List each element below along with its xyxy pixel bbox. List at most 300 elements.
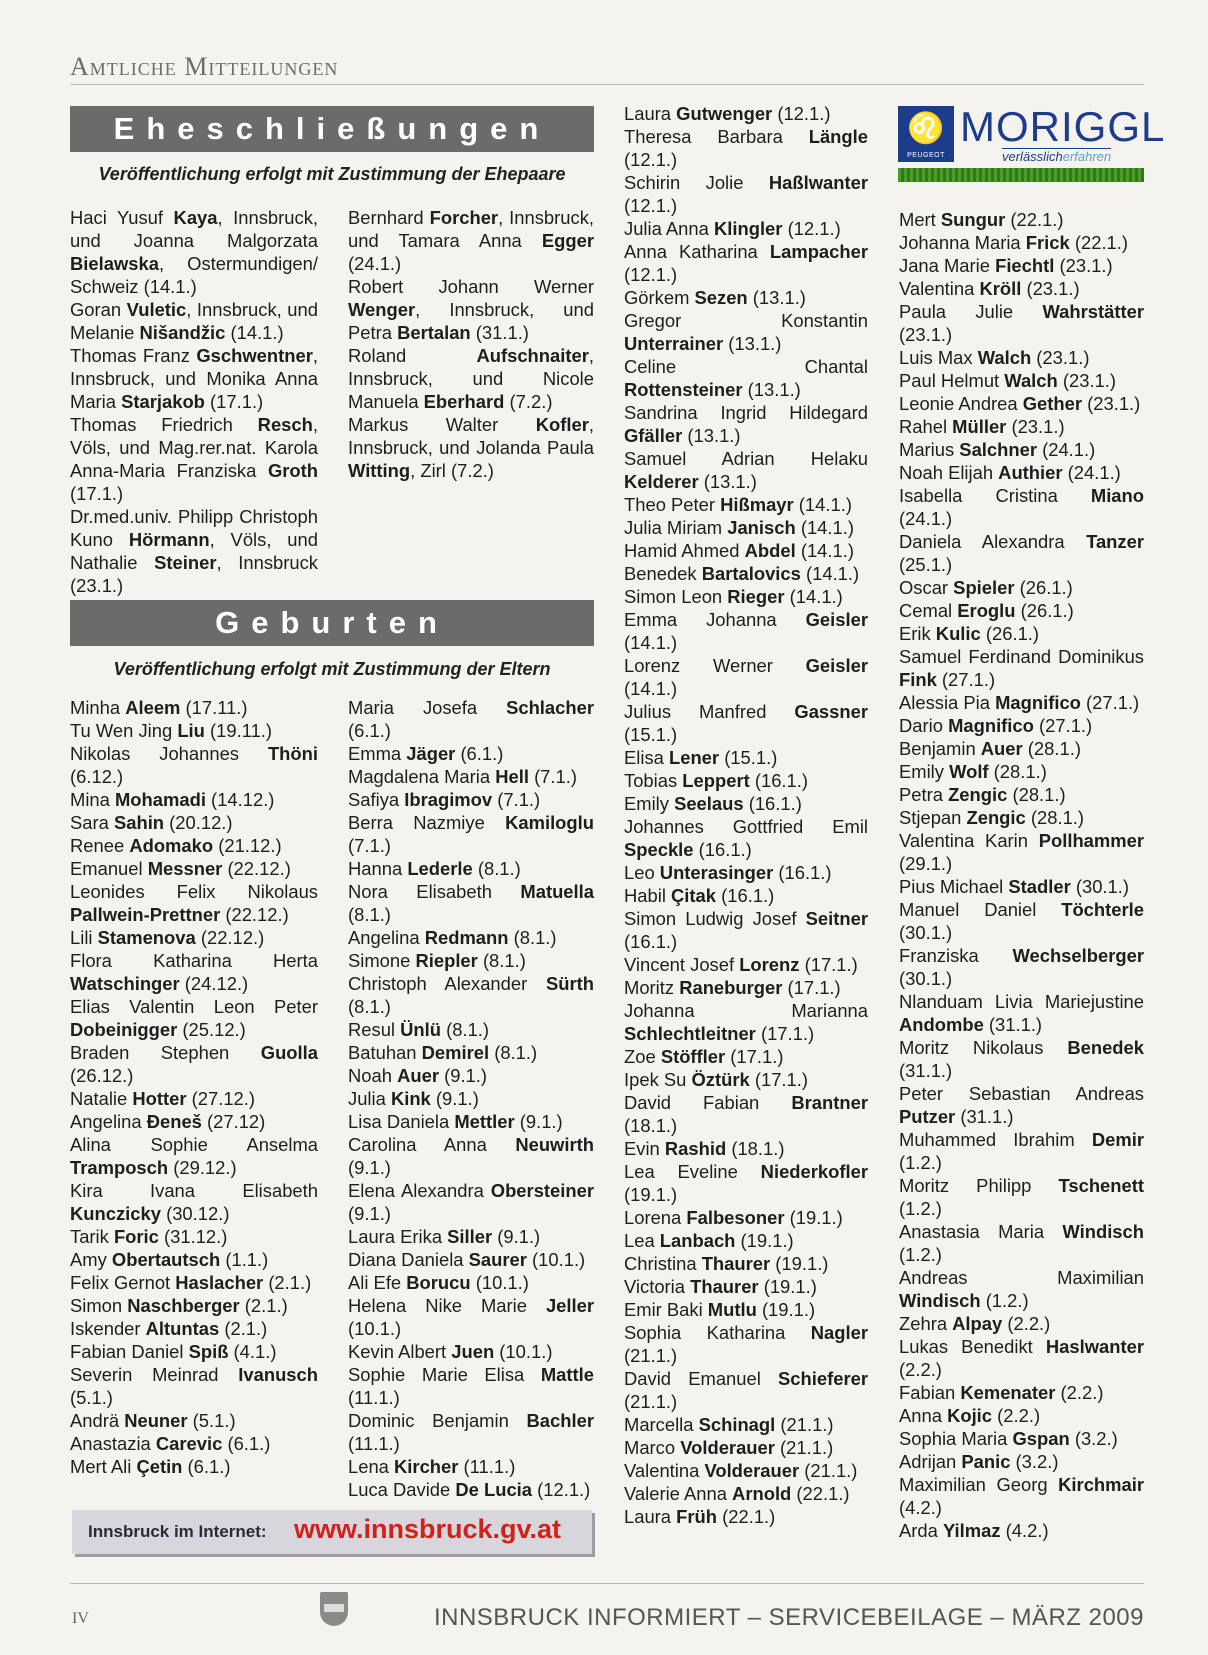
- list-item: [624, 1321, 868, 1367]
- name-text: (2.2.): [1055, 1382, 1104, 1403]
- list-item: [348, 1018, 594, 1041]
- name-text: Kira Ivana Elisabeth: [70, 1180, 318, 1201]
- list-item: [624, 1505, 868, 1528]
- name-text: (19.11.): [204, 720, 273, 741]
- name-text: (23.1.): [1031, 347, 1090, 368]
- name-text: Thomas Franz: [70, 345, 197, 366]
- name-text: Sophie Marie Elisa: [348, 1364, 541, 1385]
- name-text: Leo: [624, 862, 660, 883]
- name-text: (14.1.): [795, 540, 854, 561]
- surname: Raneburger: [679, 977, 783, 998]
- surname: Ünlü: [400, 1019, 441, 1040]
- list-item: [899, 1404, 1144, 1427]
- surname: Lener: [668, 747, 720, 768]
- name-text: Gregor Konstantin: [624, 310, 868, 331]
- surname: Sezen: [694, 287, 748, 308]
- list-item: [70, 298, 318, 344]
- surname: Lampacher: [769, 241, 868, 262]
- list-item: [899, 1312, 1144, 1335]
- name-text: (26.1.): [980, 623, 1040, 644]
- surname: Witting: [348, 460, 411, 481]
- surname: Ibragimov: [404, 789, 493, 810]
- name-text: Theo Peter: [624, 494, 721, 515]
- births-subtitle: Veröffentlichung erfolgt mit Zustimmung der Eltern: [113, 659, 551, 679]
- name-text: (31.1.): [983, 1014, 1043, 1035]
- name-text: Celine Chantal: [624, 356, 868, 377]
- births-column-1: [70, 696, 318, 1478]
- list-item: [624, 355, 868, 401]
- name-text: (4.2.): [899, 1497, 942, 1518]
- surname: Magnifico: [995, 692, 1081, 713]
- page-number: IV: [72, 1610, 89, 1627]
- surname: Gschwentner: [196, 345, 313, 366]
- surname: Janisch: [727, 517, 796, 538]
- surname: Haslacher: [175, 1272, 264, 1293]
- list-item: [624, 1275, 868, 1298]
- name-text: (29.1.): [899, 853, 953, 874]
- surname: Juen: [451, 1341, 495, 1362]
- surname: Kink: [390, 1088, 431, 1109]
- surname: Wechselberger: [1012, 945, 1144, 966]
- list-item: [348, 1133, 594, 1179]
- name-text: (25.1.): [899, 554, 953, 575]
- name-text: (13.1.): [698, 471, 757, 492]
- surname: Obertautsch: [111, 1249, 221, 1270]
- name-text: (17.1.): [70, 483, 124, 504]
- name-text: (28.1.): [1025, 807, 1085, 828]
- surname: Mettler: [454, 1111, 515, 1132]
- list-item: [348, 972, 594, 1018]
- surname: Stadler: [1008, 876, 1071, 897]
- surname: Zengic: [966, 807, 1026, 828]
- list-item: [348, 413, 594, 482]
- name-text: Minha: [70, 697, 126, 718]
- list-item: [624, 171, 868, 217]
- list-item: [899, 530, 1144, 576]
- name-text: Luis Max: [899, 347, 978, 368]
- name-text: Marius: [899, 439, 960, 460]
- surname: Vuletic: [126, 299, 187, 320]
- name-text: Moritz Philipp: [899, 1175, 1059, 1196]
- name-text: Anastasia Maria: [899, 1221, 1063, 1242]
- list-item: [899, 691, 1144, 714]
- list-item: [899, 645, 1144, 691]
- name-text: (24.1.): [1062, 462, 1121, 483]
- name-text: (14.1.): [624, 632, 678, 653]
- surname: Eroglu: [957, 600, 1016, 621]
- name-text: (17.1.): [782, 977, 841, 998]
- name-text: Markus Walter: [348, 414, 536, 435]
- name-text: Anastazia: [70, 1433, 156, 1454]
- name-text: Tobias: [624, 770, 683, 791]
- name-text: (14.1.): [784, 586, 843, 607]
- surname: Ðeneš: [146, 1111, 202, 1132]
- name-text: (8.1.): [477, 950, 526, 971]
- name-text: Renee: [70, 835, 130, 856]
- publication-name: INNSBRUCK INFORMIERT – SERVICEBEILAGE – MÄRZ 2009: [433, 1604, 1144, 1631]
- name-text: , Innsbruck, und Nicole Manuela: [348, 345, 594, 412]
- list-item: [624, 539, 868, 562]
- name-text: (31.1.): [470, 322, 529, 343]
- name-text: David Emanuel: [624, 1368, 779, 1389]
- name-text: (12.1.): [624, 195, 678, 216]
- surname: Schieferer: [778, 1368, 868, 1389]
- surname: Kunczicky: [70, 1203, 161, 1224]
- name-text: (31.1.): [899, 1060, 953, 1081]
- list-item: [70, 413, 318, 505]
- surname: Wahrstätter: [1042, 301, 1144, 322]
- name-text: David Fabian: [624, 1092, 792, 1113]
- name-text: Dr.med.univ. Philipp Christoph Kuno: [70, 506, 318, 550]
- name-text: (11.1.): [348, 1387, 400, 1408]
- name-text: (30.12.): [160, 1203, 230, 1224]
- list-item: [624, 654, 868, 700]
- name-text: Angelina: [70, 1111, 147, 1132]
- name-text: Leonides Felix Nikolaus: [70, 881, 318, 902]
- surname: Jeller: [545, 1295, 594, 1316]
- name-text: Vincent Josef: [624, 954, 740, 975]
- name-text: , Innsbruck, und Jolanda Paula: [348, 414, 594, 458]
- name-text: , Ostermundigen/ Schweiz (14.1.): [70, 253, 318, 297]
- surname: Alpay: [952, 1313, 1003, 1334]
- list-item: [624, 240, 868, 286]
- section-title: Amtliche Mitteilungen: [70, 52, 339, 81]
- name-text: (9.1.): [492, 1226, 541, 1247]
- name-text: (4.1.): [228, 1341, 277, 1362]
- surname: Windisch: [1062, 1221, 1144, 1242]
- list-item: [70, 505, 318, 597]
- web-link-box[interactable]: [72, 1510, 592, 1554]
- name-text: Cemal: [899, 600, 958, 621]
- surname: Schlechtleitner: [624, 1023, 756, 1044]
- surname: Thöni: [267, 743, 318, 764]
- name-text: Julia Anna: [624, 218, 714, 239]
- surname: Mohamadi: [114, 789, 206, 810]
- name-text: Haci Yusuf: [70, 207, 174, 228]
- ad-slogan: [1002, 148, 1111, 164]
- name-text: Lili: [70, 927, 98, 948]
- name-text: (16.1.): [743, 793, 802, 814]
- list-item: [624, 217, 868, 240]
- list-item: [348, 880, 594, 926]
- list-item: [624, 1229, 868, 1252]
- name-text: Theresa Barbara: [624, 126, 809, 147]
- name-text: Samuel Adrian Helaku: [624, 448, 868, 469]
- name-text: Simon Leon: [624, 586, 728, 607]
- list-item: [624, 1436, 868, 1459]
- name-text: , Innsbruck, und Petra: [348, 299, 594, 343]
- name-text: Franziska: [899, 945, 1013, 966]
- peugeot-badge: PEUGEOT: [907, 152, 945, 159]
- surname: Redmann: [424, 927, 509, 948]
- name-text: Valerie Anna: [624, 1483, 733, 1504]
- surname: Unterasinger: [659, 862, 774, 883]
- surname: Thaurer: [701, 1253, 771, 1274]
- list-item: [624, 999, 868, 1045]
- name-text: Mert: [899, 209, 941, 230]
- list-item: [348, 926, 594, 949]
- surname: Yilmaz: [942, 1520, 1001, 1541]
- moriggl-advertisement[interactable]: [898, 103, 1166, 184]
- list-item: [624, 493, 868, 516]
- list-item: [624, 976, 868, 999]
- list-item: [899, 714, 1144, 737]
- surname: Auer: [397, 1065, 439, 1086]
- name-text: (3.2.): [1069, 1428, 1118, 1449]
- list-item: [70, 949, 318, 995]
- list-item: [70, 1363, 318, 1409]
- surname: Benedek: [1067, 1037, 1144, 1058]
- name-text: (16.1.): [773, 862, 832, 883]
- name-text: (22.12.): [220, 904, 289, 925]
- surname: Lederle: [407, 858, 473, 879]
- name-text: (22.12.): [195, 927, 265, 948]
- surname: Müller: [952, 416, 1007, 437]
- list-item: [899, 1036, 1144, 1082]
- name-text: Schirin Jolie: [624, 172, 769, 193]
- name-text: Simon: [70, 1295, 128, 1316]
- name-text: (7.2.): [504, 391, 553, 412]
- name-text: Julia: [348, 1088, 391, 1109]
- surname: Gspan: [1012, 1428, 1070, 1449]
- name-text: (21.12.): [213, 835, 282, 856]
- surname: De Lucia: [455, 1479, 533, 1500]
- list-item: [624, 102, 868, 125]
- list-item: [348, 1271, 594, 1294]
- surname: Demirel: [421, 1042, 490, 1063]
- name-text: (19.1.): [735, 1230, 794, 1251]
- name-text: , Völs, und Nathalie: [70, 529, 318, 573]
- name-text: (28.1.): [1007, 784, 1066, 805]
- list-item: [624, 1068, 868, 1091]
- list-item: [70, 1271, 318, 1294]
- name-text: Simone: [348, 950, 416, 971]
- name-text: Isabella Cristina: [899, 485, 1091, 506]
- name-text: (21.1.): [624, 1391, 678, 1412]
- surname: Nagler: [810, 1322, 868, 1343]
- name-text: Paul Helmut: [899, 370, 1005, 391]
- list-item: [624, 1045, 868, 1068]
- name-text: (22.1.): [1069, 232, 1129, 253]
- list-item: [348, 857, 594, 880]
- name-text: (18.1.): [624, 1115, 678, 1136]
- name-text: Ipek Su: [624, 1069, 692, 1090]
- name-text: (17.1.): [204, 391, 264, 412]
- name-text: Samuel Ferdinand Dominikus: [899, 646, 1144, 667]
- surname: Kojic: [947, 1405, 993, 1426]
- name-text: Mina: [70, 789, 115, 810]
- surname: Riepler: [415, 950, 478, 971]
- name-text: (30.1.): [899, 922, 953, 943]
- name-text: Julia Miriam: [624, 517, 728, 538]
- surname: Borucu: [406, 1272, 471, 1293]
- name-text: Alessia Pia: [899, 692, 996, 713]
- list-item: [624, 953, 868, 976]
- list-item: [624, 1091, 868, 1137]
- list-item: [348, 1179, 594, 1225]
- marriages-column-2: [348, 206, 594, 482]
- list-item: [899, 438, 1144, 461]
- name-text: (14.12.): [205, 789, 275, 810]
- surname: Hörmann: [128, 529, 210, 550]
- list-item: [624, 746, 868, 769]
- list-item: [348, 275, 594, 344]
- surname: Tanzer: [1086, 531, 1144, 552]
- list-item: [70, 206, 318, 298]
- name-text: (23.1.): [899, 324, 953, 345]
- name-text: (27.12.): [186, 1088, 256, 1109]
- name-text: (10.1.): [494, 1341, 553, 1362]
- name-text: Christina: [624, 1253, 702, 1274]
- surname: Pollhammer: [1038, 830, 1144, 851]
- surname: Öztürk: [691, 1069, 750, 1090]
- list-item: [624, 1206, 868, 1229]
- surname: Kamiloglu: [505, 812, 594, 833]
- name-text: (27.1.): [936, 669, 996, 690]
- name-text: Görkem: [624, 287, 695, 308]
- surname: Obersteiner: [490, 1180, 594, 1201]
- name-text: Batuhan: [348, 1042, 422, 1063]
- surname: Bielawska: [70, 253, 159, 274]
- name-text: (19.1.): [784, 1207, 843, 1228]
- surname: Hell: [495, 766, 529, 787]
- name-text: (8.1.): [489, 1042, 538, 1063]
- list-item: [899, 1174, 1144, 1220]
- city-crest-icon: [320, 1592, 348, 1626]
- name-text: Julius Manfred: [624, 701, 795, 722]
- name-text: (1.1.): [220, 1249, 269, 1270]
- list-item: [899, 392, 1144, 415]
- ad-slogan-part-1: verlässlich: [1002, 149, 1063, 164]
- list-item: [899, 415, 1144, 438]
- surname: Fink: [899, 669, 937, 690]
- name-text: (10.1.): [470, 1272, 529, 1293]
- name-text: Hanna: [348, 858, 408, 879]
- name-text: (24.1.): [899, 508, 953, 529]
- surname: Seitner: [805, 908, 868, 929]
- list-item: [70, 1133, 318, 1179]
- name-text: (14.1.): [800, 563, 860, 584]
- name-text: Nlanduam Livia Mariejustine: [899, 991, 1144, 1012]
- name-text: Arda: [899, 1520, 943, 1541]
- name-text: (21.1.): [799, 1460, 858, 1481]
- name-text: Leonie Andrea: [899, 393, 1023, 414]
- surname: Sungur: [940, 209, 1006, 230]
- surname: Saurer: [468, 1249, 527, 1270]
- surname: Gfäller: [624, 425, 683, 446]
- list-item: [624, 447, 868, 493]
- list-item: [70, 1317, 318, 1340]
- surname: Stamenova: [97, 927, 196, 948]
- surname: Demir: [1091, 1129, 1144, 1150]
- name-text: Sophia Maria: [899, 1428, 1013, 1449]
- surname: Falbesoner: [686, 1207, 785, 1228]
- name-text: (7.1.): [528, 766, 577, 787]
- name-text: Maria Josefa: [348, 697, 507, 718]
- list-item: [70, 788, 318, 811]
- list-item: [70, 1087, 318, 1110]
- surname: Unterrainer: [624, 333, 724, 354]
- name-text: Amy: [70, 1249, 112, 1270]
- name-text: Diana Daniela: [348, 1249, 469, 1270]
- name-text: (4.2.): [1000, 1520, 1049, 1541]
- surname: Frick: [1025, 232, 1070, 253]
- name-text: Jana Marie: [899, 255, 996, 276]
- name-text: (12.1.): [532, 1479, 591, 1500]
- name-text: Flora Katharina Herta: [70, 950, 318, 971]
- surname: Andombe: [899, 1014, 984, 1035]
- surname: Volderauer: [704, 1460, 800, 1481]
- name-text: Paula Julie: [899, 301, 1043, 322]
- marriages-column-1: [70, 206, 318, 597]
- name-text: (11.1.): [348, 1433, 400, 1454]
- name-text: (30.1.): [899, 968, 953, 989]
- name-text: (2.1.): [239, 1295, 288, 1316]
- name-text: Maximilian Georg: [899, 1474, 1059, 1495]
- surname: Kelderer: [624, 471, 699, 492]
- list-item: [70, 834, 318, 857]
- name-text: Evin: [624, 1138, 665, 1159]
- surname: Schinagl: [698, 1414, 776, 1435]
- surname: Resch: [257, 414, 313, 435]
- name-text: Emma: [348, 743, 407, 764]
- name-text: (26.1.): [1015, 600, 1074, 621]
- name-text: Elias Valentin Leon Peter: [70, 996, 318, 1017]
- surname: Schlacher: [506, 697, 594, 718]
- name-text: , Völs, und Mag.rer.nat. Karola Anna-Maria Franziska: [70, 414, 318, 481]
- name-text: (16.1.): [693, 839, 752, 860]
- surname: Groth: [267, 460, 318, 481]
- surname: Kaya: [173, 207, 218, 228]
- name-text: (10.1.): [526, 1249, 586, 1270]
- surname: Messner: [147, 858, 223, 879]
- surname: Kircher: [394, 1456, 459, 1477]
- list-item: [624, 401, 868, 447]
- list-item: [624, 286, 868, 309]
- name-text: (25.12.): [177, 1019, 246, 1040]
- name-text: (23.1.): [1006, 416, 1065, 437]
- name-text: Moritz: [624, 977, 680, 998]
- list-item: [624, 1459, 868, 1482]
- name-text: (12.1.): [772, 103, 831, 124]
- web-link-url[interactable]: www.innsbruck.gv.at: [294, 1514, 562, 1544]
- page-header: [70, 50, 1144, 85]
- name-text: (2.2.): [1002, 1313, 1051, 1334]
- name-text: Emily: [624, 793, 675, 814]
- list-item: [899, 1266, 1144, 1312]
- name-text: Benjamin: [899, 738, 981, 759]
- name-text: Alina Sophie Anselma: [70, 1134, 318, 1155]
- name-text: (14.1.): [795, 517, 854, 538]
- births-banner: Geburten: [70, 600, 594, 646]
- list-item: [624, 1252, 868, 1275]
- name-text: Rahel: [899, 416, 953, 437]
- list-item: [899, 875, 1144, 898]
- name-text: (22.1.): [717, 1506, 776, 1527]
- list-item: [899, 990, 1144, 1036]
- list-item: [899, 1128, 1144, 1174]
- list-item: [348, 1363, 594, 1409]
- name-text: Hamid Ahmed: [624, 540, 745, 561]
- name-text: (8.1.): [472, 858, 521, 879]
- surname: Spiß: [188, 1341, 229, 1362]
- list-item: [70, 995, 318, 1041]
- list-item: [70, 1179, 318, 1225]
- name-text: (19.1.): [758, 1276, 817, 1297]
- births-column-3: [624, 102, 868, 1528]
- name-text: (2.1.): [219, 1318, 268, 1339]
- name-text: Laura Erika: [348, 1226, 448, 1247]
